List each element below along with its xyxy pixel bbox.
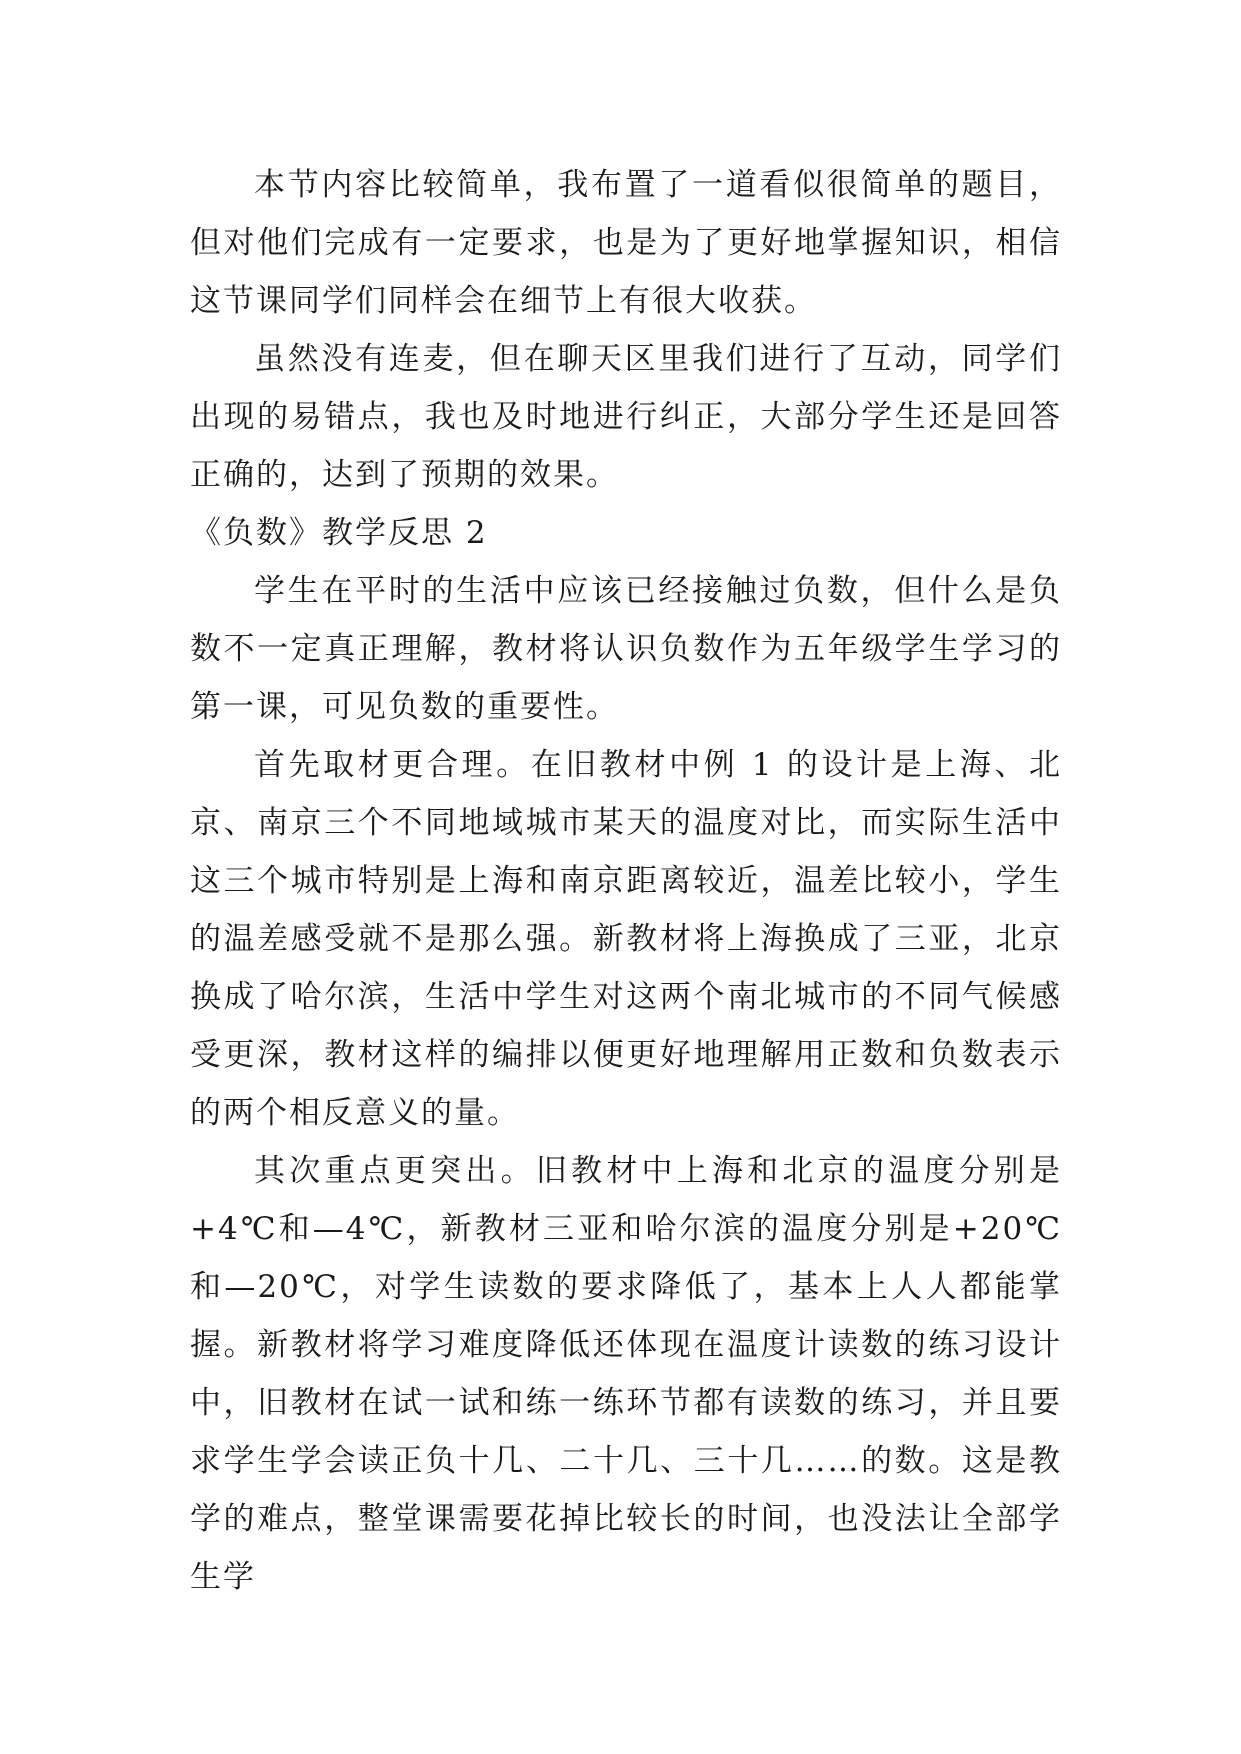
document-body — [190, 156, 1062, 1606]
paragraph: 其次重点更突出。旧教材中上海和北京的温度分别是+4℃和—4℃，新教材三亚和哈尔滨的温度分别是+20℃和—20℃，对学生读数的要求降低了，基本上人人都能掌握。新教材将学习难度降低还体现在温度计读数的练习设计中，旧教材在试一试和练一练环节都有读数的练习，并且要求学生学会读正负十几、二十几、三十几……的数。这是教学的难点，整堂课需要花掉比较长的时间，也没法让全部学生学 — [190, 1153, 1062, 1595]
paragraph: 本节内容比较简单，我布置了一道看似很简单的题目，但对他们完成有一定要求，也是为了更好地掌握知识，相信这节课同学们同样会在细节上有很大收获。 — [190, 167, 1062, 319]
paragraph: 虽然没有连麦，但在聊天区里我们进行了互动，同学们出现的易错点，我也及时地进行纠正，大部分学生还是回答正确的，达到了预期的效果。 — [190, 341, 1062, 493]
section-heading: 《负数》教学反思 2 — [190, 515, 488, 551]
paragraph: 首先取材更合理。在旧教材中例 1 的设计是上海、北京、南京三个不同地域城市某天的温度对比，而实际生活中这三个城市特别是上海和南京距离较近，温差比较小，学生的温差感受就不是那么强。新教材将上海换成了三亚，北京换成了哈尔滨，生活中学生对这两个南北城市的不同气候感受更深，教材这样的编排以便更好地理解用正数和负数表示的两个相反意义的量。 — [190, 747, 1062, 1131]
paragraph: 学生在平时的生活中应该已经接触过负数，但什么是负数不一定真正理解，教材将认识负数作为五年级学生学习的第一课，可见负数的重要性。 — [190, 573, 1062, 725]
